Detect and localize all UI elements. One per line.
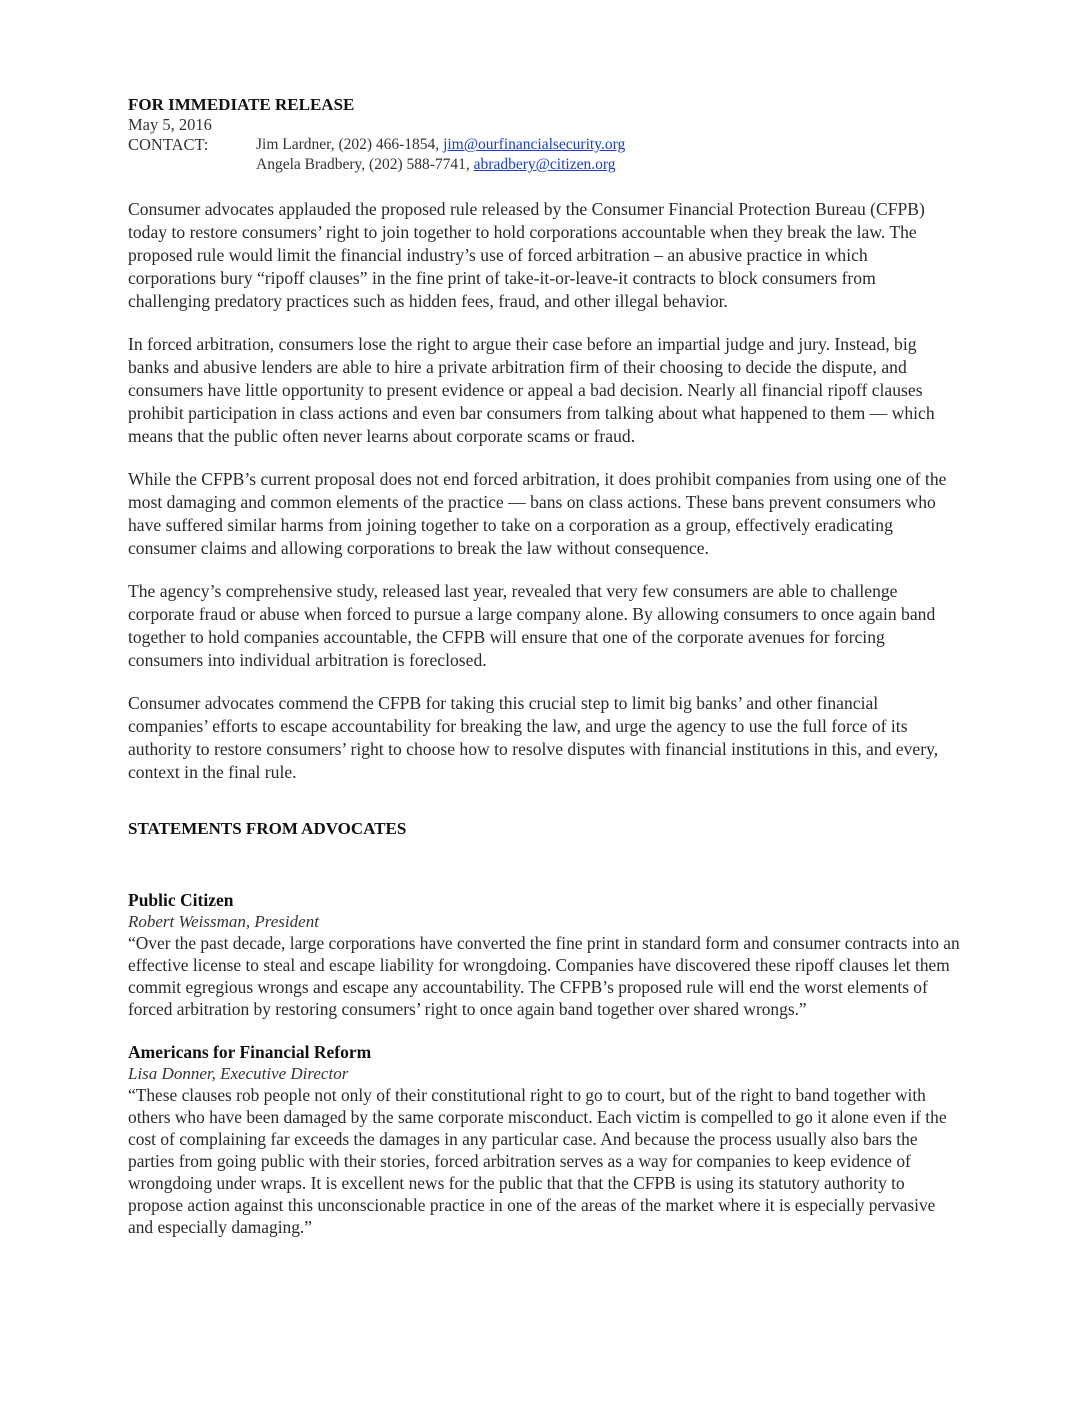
statement-block [128,1041,960,1238]
contact-block [128,135,960,175]
contact-email-link[interactable]: jim@ourfinancialsecurity.org [443,136,626,153]
body-paragraph: Consumer advocates applauded the proposed rule released by the Consumer Financial Protection Bureau (CFPB) today to restore consumers’ right to join together to hold corporations accountable when they break the law. The proposed rule would limit the financial industry’s use of forced arbitration – an abusive practice in which corporations bury “ripoff clauses” in the fine print of take-it-or-leave-it contracts to block consumers from challenging predatory practices such as hidden fees, fraud, and other illegal behavior. [128,199,925,311]
statements-heading: STATEMENTS FROM ADVOCATES [128,819,407,838]
statement-org-name: Public Citizen [128,890,234,910]
contact-name-phone: Jim Lardner, (202) 466-1854, [256,136,444,153]
body-paragraph: Consumer advocates commend the CFPB for taking this crucial step to limit big banks’ and other financial companies’ efforts to escape accountability for breaking the law, and urge the agency to use the full force of its authority to restore consumers’ right to choose how to resolve disputes with financial institutions in this, and every, context in the final rule. [128,693,939,782]
contact-line [256,155,625,175]
release-date: May 5, 2016 [128,115,212,134]
body-paragraph: While the CFPB’s current proposal does not end forced arbitration, it does prohibit companies from using one of the most damaging and common elements of the practice — bans on class actions. These bans prevent consumers who have suffered similar harms from joining together to take on a corporation as a group, effectively eradicating consumer claims and allowing corporations to break the law without consequence. [128,469,947,558]
statement-person: Robert Weissman, President [128,912,319,931]
press-release-page [128,94,960,1259]
contact-list [256,135,625,175]
contact-label: CONTACT: [128,135,209,154]
statement-block [128,889,960,1020]
statement-org-name: Americans for Financial Reform [128,1042,372,1062]
contact-name-phone: Angela Bradbery, (202) 588-7741, [256,156,474,173]
contact-line [256,135,625,155]
release-label: FOR IMMEDIATE RELEASE [128,95,355,114]
statement-quote: “Over the past decade, large corporations have converted the fine print in standard form and consumer contracts into an effective license to steal and escape liability for wrongdoing. Companies have discovered these ripoff clauses let them commit egregious wrongs and escape any accountability. The CFPB’s proposed rule will end the worst elements of forced arbitration by restoring consumers’ right to once again band together over shared wrongs.” [128,933,960,1019]
body-paragraph: In forced arbitration, consumers lose the right to argue their case before an impartial judge and jury. Instead, big banks and abusive lenders are able to hire a private arbitration firm of their choosing to decide the dispute, and consumers have little opportunity to present evidence or appeal a bad decision. Nearly all financial ripoff clauses prohibit participation in class actions and even bar consumers from talking about what happened to them — which means that the public often never learns about corporate scams or fraud. [128,334,935,446]
statement-quote: “These clauses rob people not only of their constitutional right to go to court, but of the right to band together with others who have been damaged by the same corporate misconduct. Each victim is compelled to go it alone even if the cost of complaining far exceeds the damages in any particular case. And because the process usually also bars the parties from going public with their stories, forced arbitration serves as a way for companies to keep evidence of wrongdoing under wraps. It is excellent news for the public that that the CFPB is using its statutory authority to propose action against this unconscionable practice in one of the areas of the market where it is especially pervasive and especially damaging.” [128,1085,947,1237]
statement-person: Lisa Donner, Executive Director [128,1064,349,1083]
body-paragraph: The agency’s comprehensive study, released last year, revealed that very few consumers are able to challenge corporate fraud or abuse when forced to pursue a large company alone. By allowing consumers to once again band together to hold companies accountable, the CFPB will ensure that one of the corporate avenues for forcing consumers into individual arbitration is foreclosed. [128,581,936,670]
contact-email-link[interactable]: abradbery@citizen.org [473,156,616,173]
